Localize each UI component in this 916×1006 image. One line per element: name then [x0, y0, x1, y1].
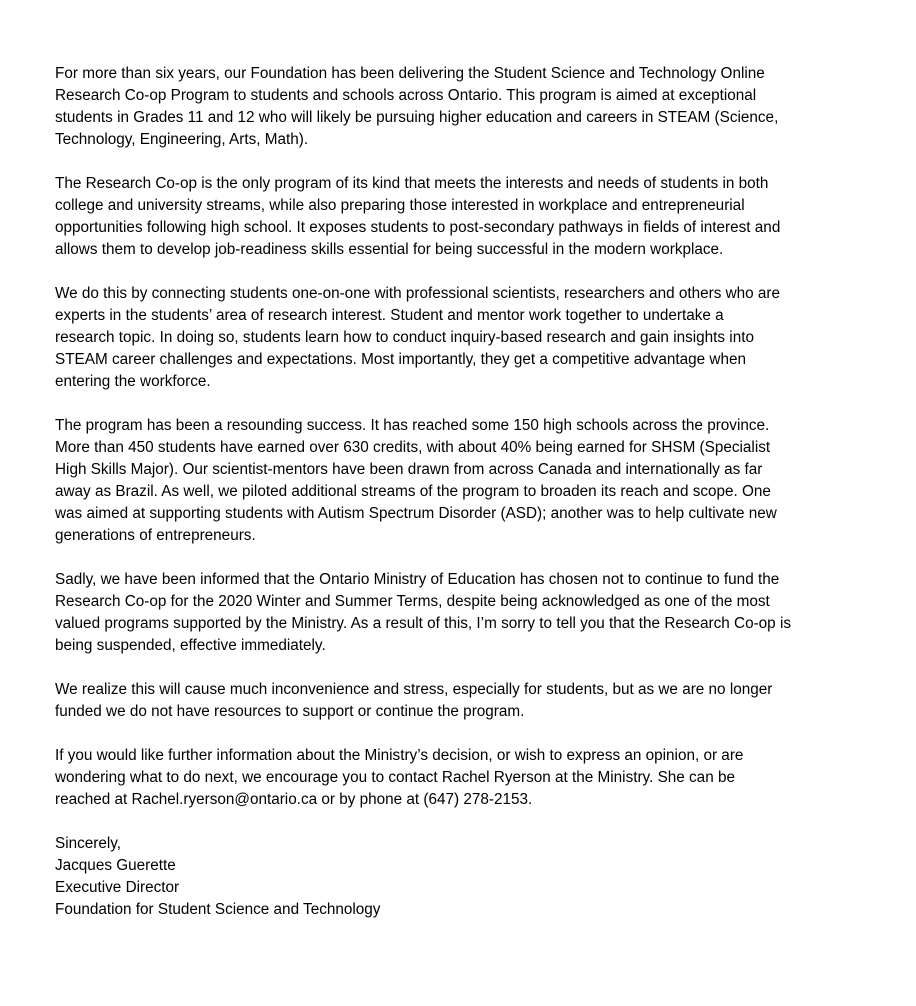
- paragraph-mentoring-approach: We do this by connecting students one-on-one with professional scientists, researchers and others who are experts in the students’ area of research interest. Student and mentor work together to undertake a research topic. In doing so, students learn how to conduct inquiry-based research and gain insights into STEAM career challenges and expectations. Most importantly, they get a competitive advantage when entering the workforce.: [55, 285, 781, 390]
- signature-name: Jacques Guerette: [55, 857, 176, 874]
- paragraph-program-uniqueness: The Research Co-op is the only program of its kind that meets the interests and needs of students in both college and university streams, while also preparing those interested in workplace and entrepreneurial opportunities following high school. It exposes students to post-secondary pathways in fields of interest and allows them to develop job-readiness skills essential for being successful in the modern workplace.: [55, 175, 781, 258]
- signature-closing: Sincerely,: [55, 835, 122, 852]
- paragraph-contact-info: If you would like further information about the Ministry’s decision, or wish to express an opinion, or are wondering what to do next, we encourage you to contact Rachel Ryerson at the Ministry. She can be reached at Rachel.ryerson@ontario.ca or by phone at (647) 278-2153.: [55, 747, 744, 808]
- paragraph-program-intro: For more than six years, our Foundation has been delivering the Student Science and Technology Online Research Co-op Program to students and schools across Ontario. This program is aimed at exceptional students in Grades 11 and 12 who will likely be pursuing higher education and careers in STEAM (Science, Technology, Engineering, Arts, Math).: [55, 65, 779, 148]
- letter-body: [55, 63, 863, 921]
- signature-title: Executive Director: [55, 879, 180, 896]
- signature-block: [55, 833, 863, 921]
- paragraph-inconvenience: We realize this will cause much inconvenience and stress, especially for students, but as we are no longer funded we do not have resources to support or continue the program.: [55, 681, 773, 720]
- paragraph-funding-suspension: Sadly, we have been informed that the Ontario Ministry of Education has chosen not to continue to fund the Research Co-op for the 2020 Winter and Summer Terms, despite being acknowledged as one of the most valued programs supported by the Ministry. As a result of this, I’m sorry to tell you that the Research Co-op is being suspended, effective immediately.: [55, 571, 791, 654]
- paragraph-program-success: The program has been a resounding success. It has reached some 150 high schools across the province. More than 450 students have earned over 630 credits, with about 40% being earned for SHSM (Specialist High Skills Major). Our scientist-mentors have been drawn from across Canada and internationally as far away as Brazil. As well, we piloted additional streams of the program to broaden its reach and scope. One was aimed at supporting students with Autism Spectrum Disorder (ASD); another was to help cultivate new generations of entrepreneurs.: [55, 417, 777, 544]
- signature-organization: Foundation for Student Science and Technology: [55, 901, 381, 918]
